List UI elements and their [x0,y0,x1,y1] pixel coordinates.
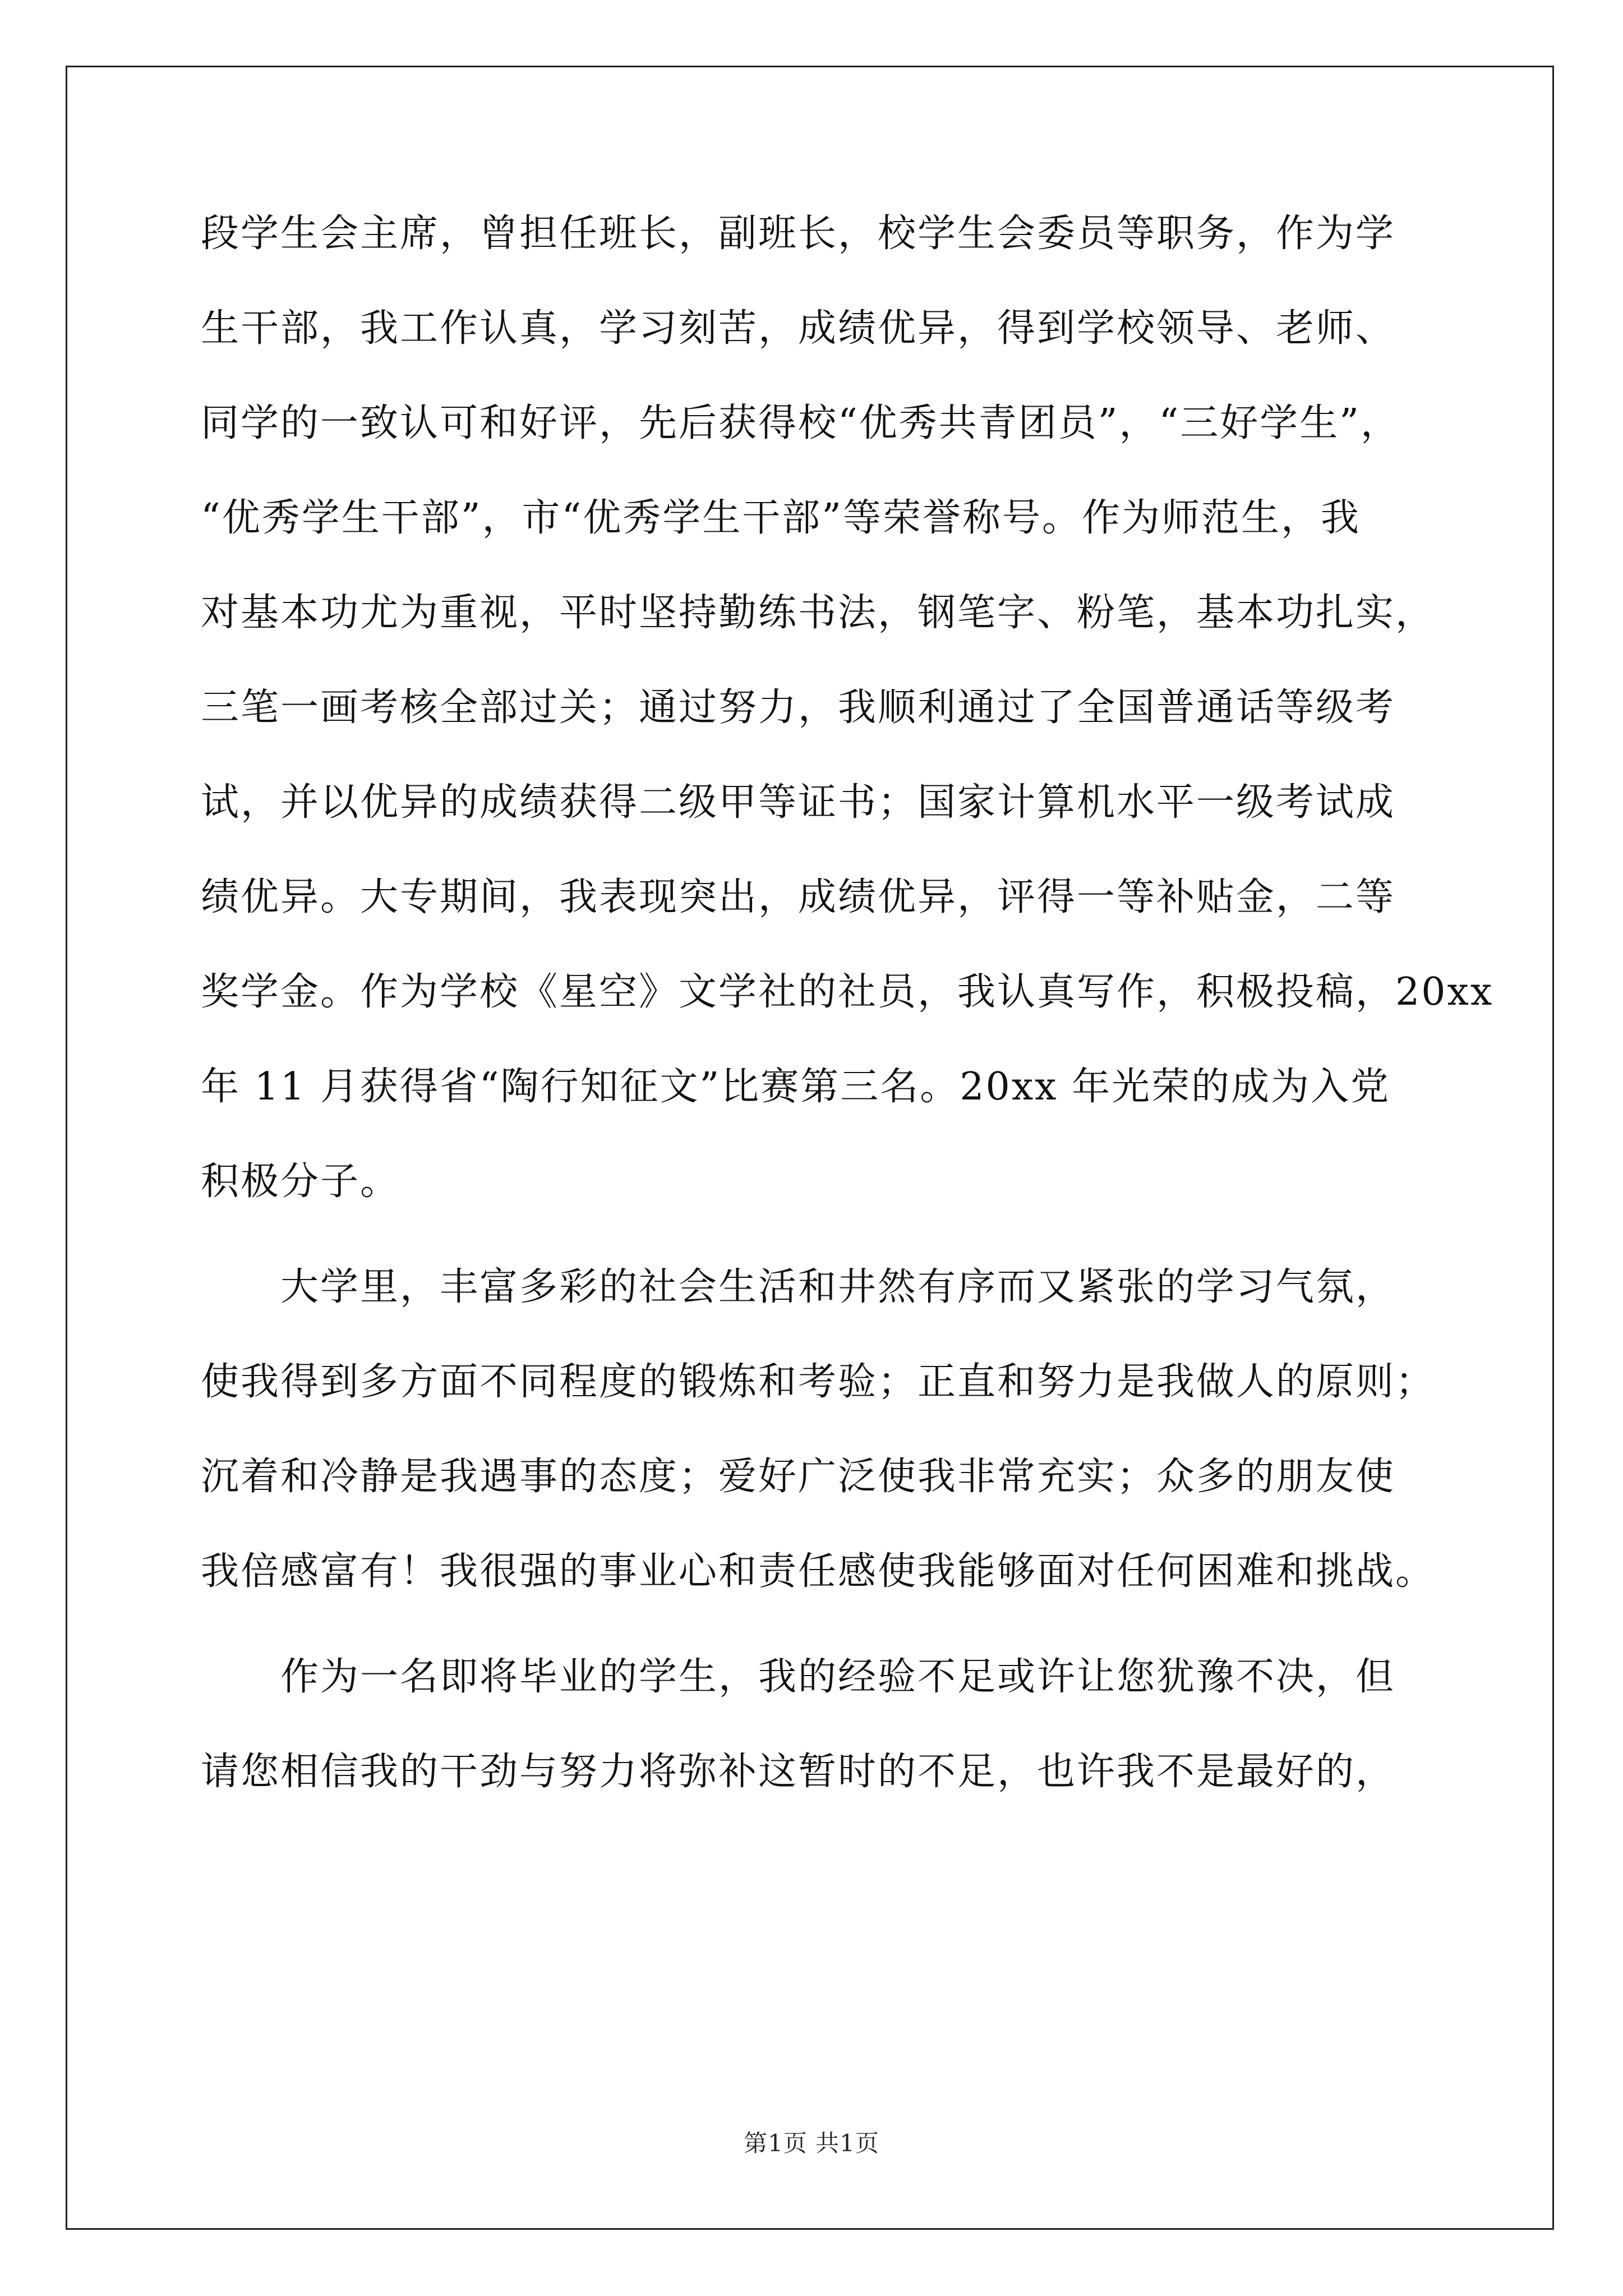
text-line: “优秀学生干部”，市“优秀学生干部”等荣誉称号。作为师范生，我 [201,496,1361,540]
text-line: 沉着和冷静是我遇事的态度；爱好广泛使我非常充实；众多的朋友使 [201,1455,1396,1499]
paragraph-start-line: 作为一名即将毕业的学生，我的经验不足或许让您犹豫不决，但 [280,1655,1396,1699]
text-line: 对基本功尤为重视，平时坚持勤练书法，钢笔字、粉笔，基本功扎实， [201,591,1436,635]
text-line: 同学的一致认可和好评，先后获得校“优秀共青团员”，“三好学生”， [201,401,1401,445]
text-line: 请您相信我的干劲与努力将弥补这暂时的不足，也许我不是最好的， [201,1750,1396,1794]
text-line: 奖学金。作为学校《星空》文学社的社员，我认真写作，积极投稿，20xx [201,970,1494,1014]
text-line: 试，并以优异的成绩获得二级甲等证书；国家计算机水平一级考试成 [201,780,1396,825]
page-border [66,66,1554,2230]
text-line: 三笔一画考核全部过关；通过努力，我顺利通过了全国普通话等级考 [201,685,1396,730]
text-line: 生干部，我工作认真，学习刻苦，成绩优异，得到学校领导、老师、 [201,306,1396,351]
page-number-footer: 第1页 共1页 [744,2129,879,2157]
text-line: 积极分子。 [201,1159,400,1204]
text-line: 段学生会主席，曾担任班长，副班长，校学生会委员等职务，作为学 [201,211,1396,256]
text-line: 使我得到多方面不同程度的锻炼和考验；正直和努力是我做人的原则； [201,1360,1436,1404]
paragraph-start-line: 大学里，丰富多彩的社会生活和井然有序而又紧张的学习气氛， [280,1265,1396,1309]
text-line: 我倍感富有！我很强的事业心和责任感使我能够面对任何困难和挑战。 [201,1549,1436,1594]
text-line: 年 11 月获得省“陶行知征文”比赛第三名。20xx 年光荣的成为入党 [201,1065,1391,1109]
text-line: 绩优异。大专期间，我表现突出，成绩优异，评得一等补贴金，二等 [201,875,1396,919]
